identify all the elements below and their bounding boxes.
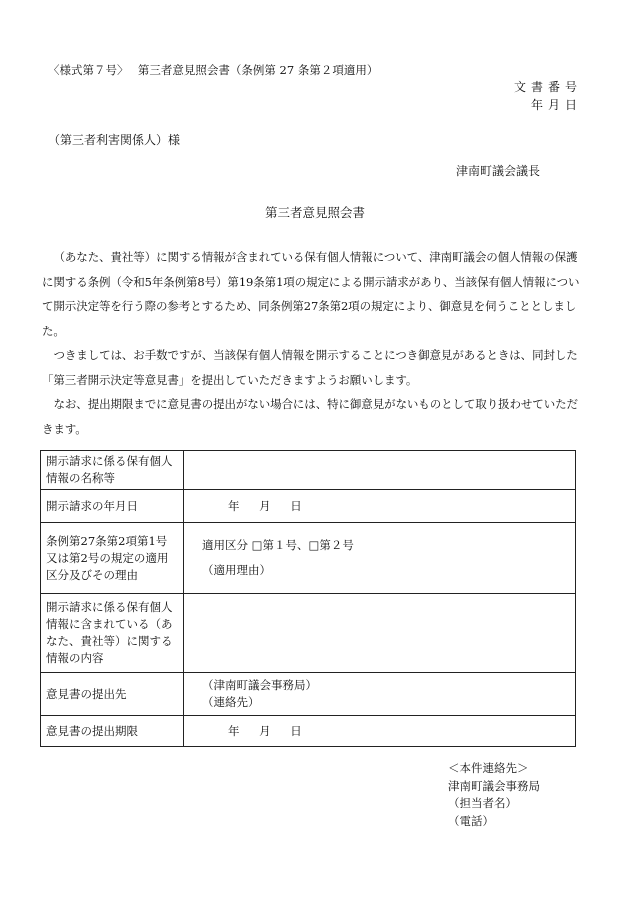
contact-person: （担当者名） [448, 796, 517, 810]
table-label-category: 条例第27条第2項第1号又は第2号の規定の適用区分及びその理由 [41, 523, 184, 594]
body-paragraph-3: なお、提出期限までに意見書の提出がない場合には、特に御意見がないものとして取り扱わせていただきます。 [42, 397, 578, 436]
table-row [41, 594, 576, 673]
table-value-deadline [184, 716, 576, 747]
table-label-request-date: 開示請求の年月日 [41, 490, 184, 523]
table-value-request-date [184, 490, 576, 523]
document-number: 文書番号 [513, 80, 582, 94]
recipient: （第三者利害関係人）様 [48, 133, 181, 147]
table-label-info-content: 開示請求に係る保有個人情報に含まれている（あなた、貴社等）に関する情報の内容 [41, 594, 184, 673]
form-label: 〈様式第７号〉 第三者意見照会書（条例第 27 条第２項適用） [48, 63, 379, 77]
table-value-submit-to [184, 673, 576, 716]
table-label-deadline: 意見書の提出期限 [41, 716, 184, 747]
table-row [41, 490, 576, 523]
table-value-item-name [184, 451, 576, 490]
table-row [41, 451, 576, 490]
contact-heading: ＜本件連絡先＞ [448, 761, 529, 775]
contact-block [448, 760, 540, 830]
body-paragraph-2: つきましては、お手数ですが、当該保有個人情報を開示することにつき御意見があるときは、同封した「第三者開示決定等意見書」を提出していただきますようお願いします。 [42, 348, 578, 387]
table-row [41, 523, 576, 594]
table-value-info-content [184, 594, 576, 673]
info-table [40, 450, 576, 747]
submit-office: （津南町議会事務局） [202, 678, 317, 692]
submit-contact: （連絡先） [202, 695, 260, 709]
request-date-value: 年 月 日 [228, 498, 310, 513]
category-reason: （適用理由） [202, 563, 271, 577]
table-value-category [184, 523, 576, 594]
category-options: 適用区分 □第１号、□第２号 [202, 538, 354, 552]
body-paragraph-1: （あなた、貴社等）に関する情報が含まれている保有個人情報について、津南町議会の個人情報の保護に関する条例（令和5年条例第8号）第19条第1項の規定による開示請求があり、当該保有個人情報について開示決定等を行う際の参考とするため、同条例第27条第2項の規定により、御意見を伺うこととしました。 [42, 250, 580, 338]
table-row [41, 673, 576, 716]
contact-phone: （電話） [448, 813, 494, 828]
table-label-submit-to: 意見書の提出先 [41, 673, 184, 716]
document-title: 第三者意見照会書 [264, 205, 365, 220]
deadline-value: 年 月 日 [228, 723, 310, 738]
table-row [41, 716, 576, 747]
document-date: 年月日 [530, 98, 582, 112]
table-label-item-name: 開示請求に係る保有個人情報の名称等 [41, 451, 184, 490]
contact-office: 津南町議会事務局 [448, 778, 540, 793]
sender: 津南町議会議長 [455, 164, 540, 178]
body-text [42, 245, 580, 441]
